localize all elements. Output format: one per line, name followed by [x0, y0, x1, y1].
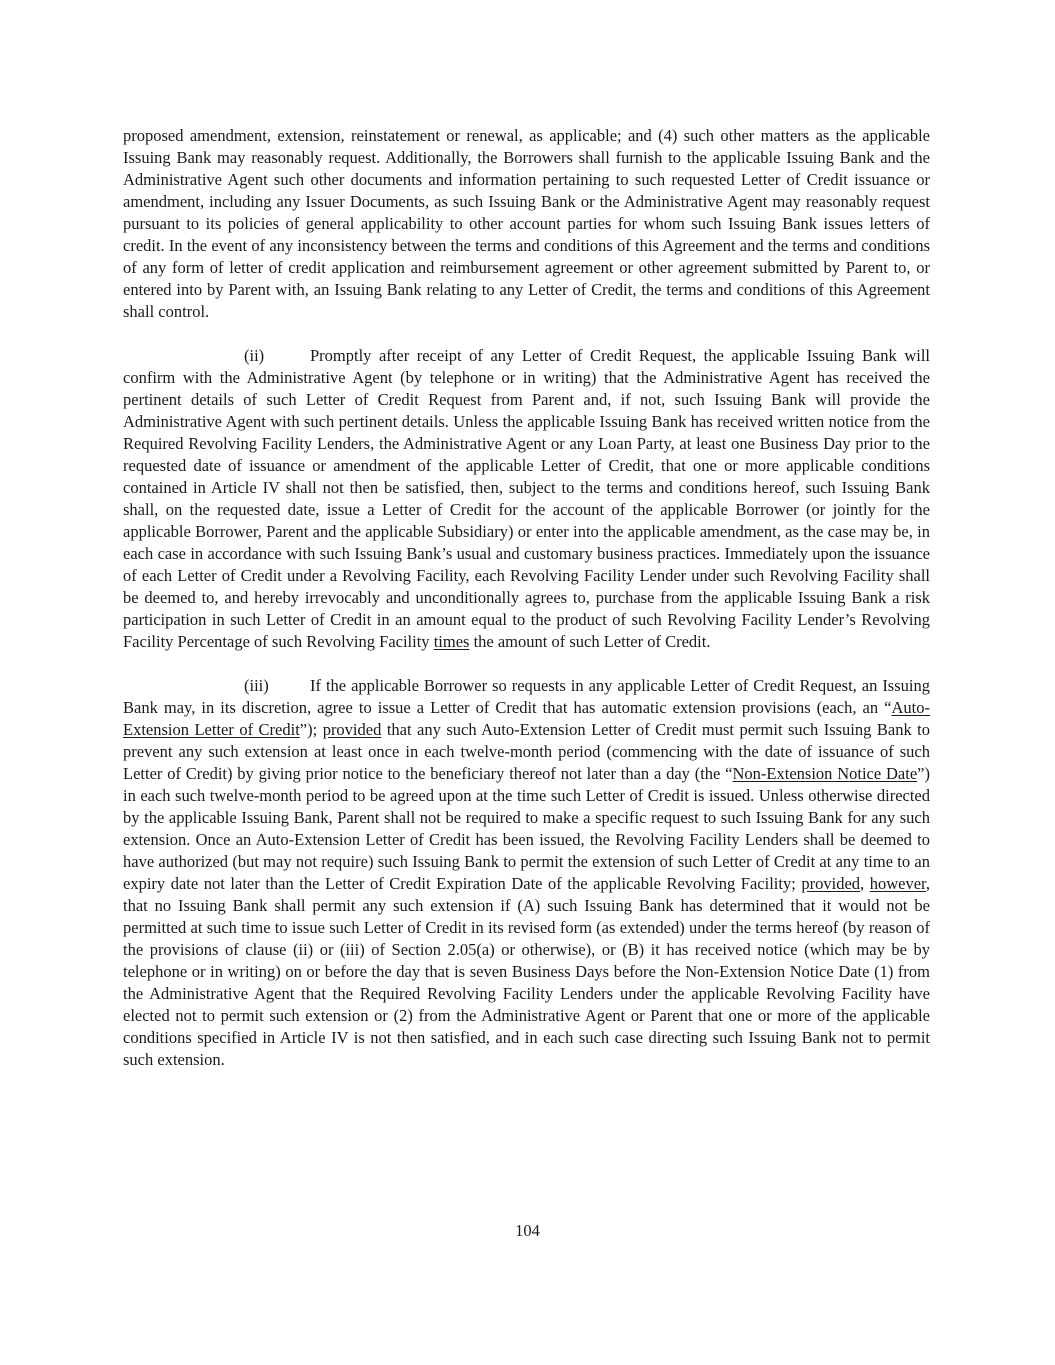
paragraph	[123, 125, 930, 323]
text-segment: ”);	[299, 720, 323, 739]
text-segment: , that no Issuing Bank shall permit any such extension if (A) such Issuing Bank has determined that it would not be permitted at such time to issue such Letter of Credit in its revised form (as extended) under the terms hereof (by reason of the provisions of clause (ii) or (iii) of Section 2.05(a) or otherwise), or (B) it has received notice (which may be by telephone or in writing) on or before the day that is seven Business Days before the Non-Extension Notice Date (1) from the Administrative Agent that the Required Revolving Facility Lenders under the applicable Revolving Facility have elected not to permit such extension or (2) from the Administrative Agent or Parent that one or more of the applicable conditions specified in Article IV is not then satisfied, and in each such case directing such Issuing Bank not to permit such extension.	[123, 874, 930, 1069]
page-number: 104	[515, 1221, 540, 1240]
text-segment: Promptly after receipt of any Letter of Credit Request, the applicable Issuing Bank will confirm with the Administrative Agent (by telephone or in writing) that the Administrative Agent has received the pertinent details of such Letter of Credit Request from Parent and, if not, such Issuing Bank will provide the Administrative Agent with such pertinent details. Unless the applicable Issuing Bank has received written notice from the Required Revolving Facility Lenders, the Administrative Agent or any Loan Party, at least one Business Day prior to the requested date of issuance or amendment of the applicable Letter of Credit, that one or more applicable conditions contained in Article IV shall not then be satisfied, then, subject to the terms and conditions hereof, such Issuing Bank shall, on the requested date, issue a Letter of Credit for the account of the applicable Borrower (or jointly for the applicable Borrower, Parent and the applicable Subsidiary) or enter into the applicable amendment, as the case may be, in each case in accordance with such Issuing Bank’s usual and customary business practices. Immediately upon the issuance of each Letter of Credit under a Revolving Facility, each Revolving Facility Lender under such Revolving Facility shall be deemed to, and hereby irrevocably and unconditionally agrees to, purchase from the applicable Issuing Bank a risk participation in such Letter of Credit in an amount equal to the product of such Revolving Facility Lender’s Revolving Facility Percentage of such Revolving Facility	[123, 346, 930, 651]
paragraph-number: (ii)	[244, 346, 265, 365]
numbered-paragraph	[123, 345, 930, 653]
text-segment: the amount of such Letter of Credit.	[469, 632, 711, 651]
underlined-term: provided	[801, 874, 861, 893]
underlined-term: Auto-Extension Letter of Credit	[123, 698, 930, 739]
text-segment: ”) in each such twelve-month period to be agreed upon at the time such Letter of Credit is issued. Unless otherwise directed by the applicable Issuing Bank, Parent shall not be required to make a specific request to such Issuing Bank for any such extension. Once an Auto-Extension Letter of Credit has been issued, the Revolving Facility Lenders shall be deemed to have authorized (but may not require) such Issuing Bank to permit the extension of such Letter of Credit at any time to an expiry date not later than the Letter of Credit Expiration Date of the applicable Revolving Facility;	[123, 764, 930, 893]
text-segment: proposed amendment, extension, reinstatement or renewal, as applicable; and (4) such other matters as the applicable Issuing Bank may reasonably request. Additionally, the Borrowers shall furnish to the applicable Issuing Bank and the Administrative Agent such other documents and information pertaining to such requested Letter of Credit issuance or amendment, including any Issuer Documents, as such Issuing Bank or the Administrative Agent may reasonably request pursuant to its policies of general applicability to other account parties for whom such Issuing Bank issues letters of credit. In the event of any inconsistency between the terms and conditions of this Agreement and the terms and conditions of any form of letter of credit application and reimbursement agreement or other agreement submitted by Parent to, or entered into by Parent with, an Issuing Bank relating to any Letter of Credit, the terms and conditions of this Agreement shall control.	[123, 126, 930, 321]
underlined-term: times	[433, 632, 470, 651]
text-segment: If the applicable Borrower so requests in any applicable Letter of Credit Request, an Issuing Bank may, in its discretion, agree to issue a Letter of Credit that has automatic extension provisions (each, an “	[123, 676, 930, 717]
text-segment: that any such Auto-Extension Letter of Credit must permit such Issuing Bank to prevent any such extension at least once in each twelve-month period (commencing with the date of issuance of such Letter of Credit) by giving prior notice to the beneficiary thereof not later than a day (the “	[123, 720, 930, 783]
text-segment: ,	[860, 874, 870, 893]
underlined-term: Non-Extension Notice Date	[732, 764, 918, 783]
underlined-term: however	[869, 874, 926, 893]
underlined-term: provided	[322, 720, 382, 739]
numbered-paragraph	[123, 675, 930, 1071]
paragraph-number: (iii)	[244, 676, 269, 695]
document-body	[123, 125, 930, 1093]
